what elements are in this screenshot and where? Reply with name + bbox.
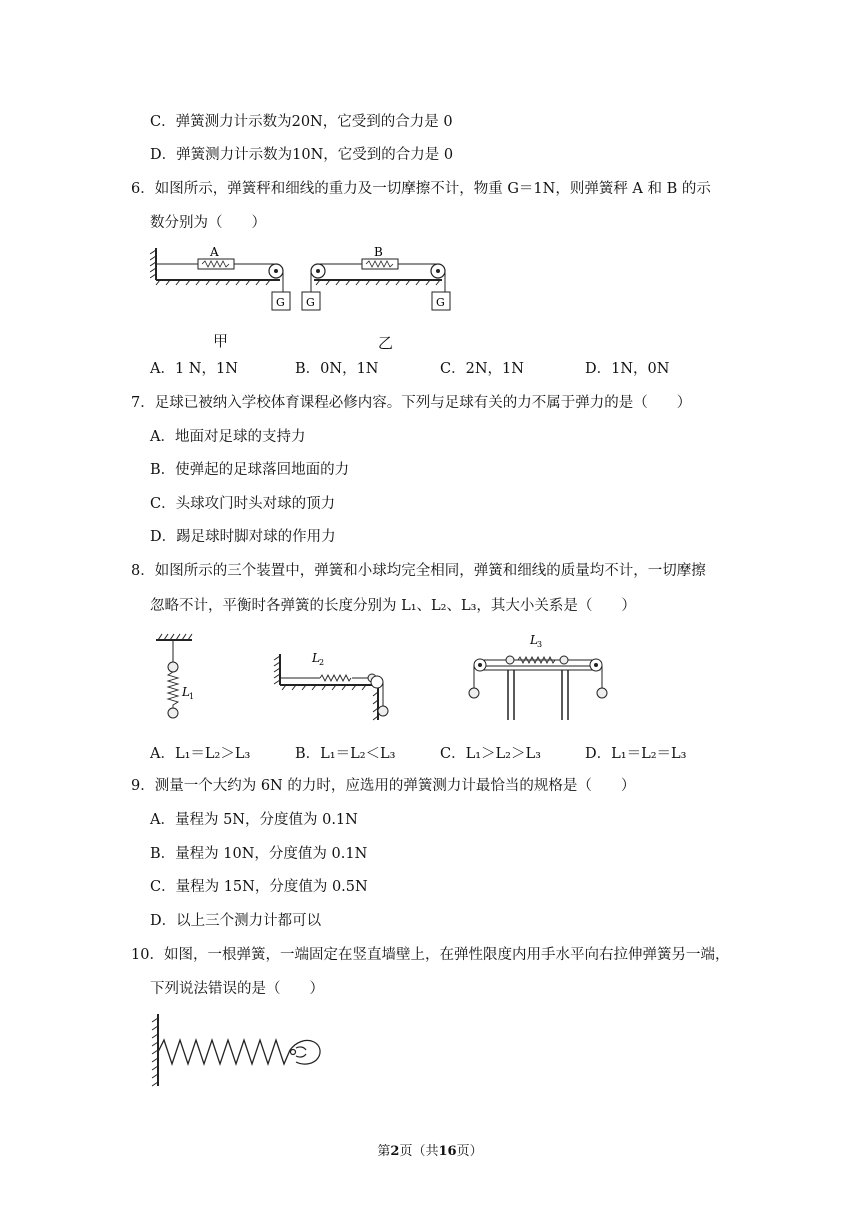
q8-option-b: B．L₁＝L₂＜L₃ — [295, 746, 396, 762]
q9-stem: 9．测量一个大约为 6N 的力时，应选用的弹簧测力计最恰当的规格是（ ） — [131, 778, 636, 794]
q6-option-a: A．1 N，1N — [150, 361, 238, 377]
q8-figure — [150, 630, 620, 725]
hand-icon — [290, 1040, 320, 1064]
svg-text:L: L — [182, 685, 190, 699]
q6-option-b: B．0N，1N — [295, 361, 379, 377]
q9-option-a: A．量程为 5N，分度值为 0.1N — [150, 812, 358, 828]
label-b: B — [374, 245, 383, 259]
q9-option-c: C．量程为 15N，分度值为 0.5N — [150, 879, 368, 895]
q7-stem: 7．足球已被纳入学校体育课程必修内容。下列与足球有关的力不属于弹力的是（ ） — [131, 395, 692, 411]
q8-option-d: D．L₁＝L₂＝L₃ — [585, 746, 687, 762]
q5-option-d: D．弹簧测力计示数为10N，它受到的合力是 0 — [150, 147, 454, 163]
q7-option-c: C．头球攻门时头对球的顶力 — [150, 496, 336, 512]
q10-figure — [150, 1012, 330, 1088]
svg-text:3: 3 — [537, 640, 543, 649]
q8-option-c: C．L₁＞L₂＞L₃ — [440, 746, 541, 762]
q6-stem-line2: 数分别为（ ） — [150, 215, 266, 231]
q7-option-b: B．使弹起的足球落回地面的力 — [150, 462, 350, 478]
q10-stem-line2: 下列说法错误的是（ ） — [150, 981, 324, 997]
caption-jia: 甲 — [213, 332, 229, 350]
svg-text:2: 2 — [319, 658, 325, 667]
q6-option-d: D．1N，0N — [585, 361, 670, 377]
svg-text:1: 1 — [189, 692, 195, 701]
spring — [158, 1040, 290, 1064]
q8-option-a: A．L₁＝L₂＞L₃ — [150, 746, 251, 762]
svg-text:L: L — [312, 651, 320, 665]
q7-option-d: D．踢足球时脚对球的作用力 — [150, 529, 336, 545]
q5-option-c: C．弹簧测力计示数为20N，它受到的合力是 0 — [150, 114, 453, 130]
q7-option-a: A．地面对足球的支持力 — [150, 429, 306, 445]
svg-text:G: G — [276, 296, 285, 309]
q6-stem-line1: 6．如图所示，弹簧秤和细线的重力及一切摩擦不计，物重 G＝1N，则弹簧秤 A 和 B 的示 — [131, 181, 711, 197]
page-footer: 第2页（共16页） — [377, 1144, 483, 1159]
q9-option-b: B．量程为 10N，分度值为 0.1N — [150, 846, 368, 862]
q8-stem-line1: 8．如图所示的三个装置中，弹簧和小球均完全相同，弹簧和细线的质量均不计，一切摩擦 — [131, 563, 706, 579]
q6-figure — [150, 240, 460, 320]
svg-text:G: G — [306, 296, 315, 309]
q6-options — [150, 359, 760, 379]
q6-option-c: C．2N，1N — [440, 361, 524, 377]
svg-text:L: L — [530, 633, 538, 647]
svg-text:G: G — [436, 296, 445, 309]
q9-option-d: D．以上三个测力计都可以 — [150, 913, 322, 929]
caption-yi: 乙 — [378, 334, 394, 352]
label-a: A — [210, 245, 219, 259]
q8-options — [150, 744, 760, 764]
q8-stem-line2: 忽略不计，平衡时各弹簧的长度分别为 L₁、L₂、L₃，其大小关系是（ ） — [150, 598, 636, 614]
q10-stem-line1: 10．如图，一根弹簧，一端固定在竖直墙壁上，在弹性限度内用手水平向右拉伸弹簧另一端， — [131, 947, 730, 963]
